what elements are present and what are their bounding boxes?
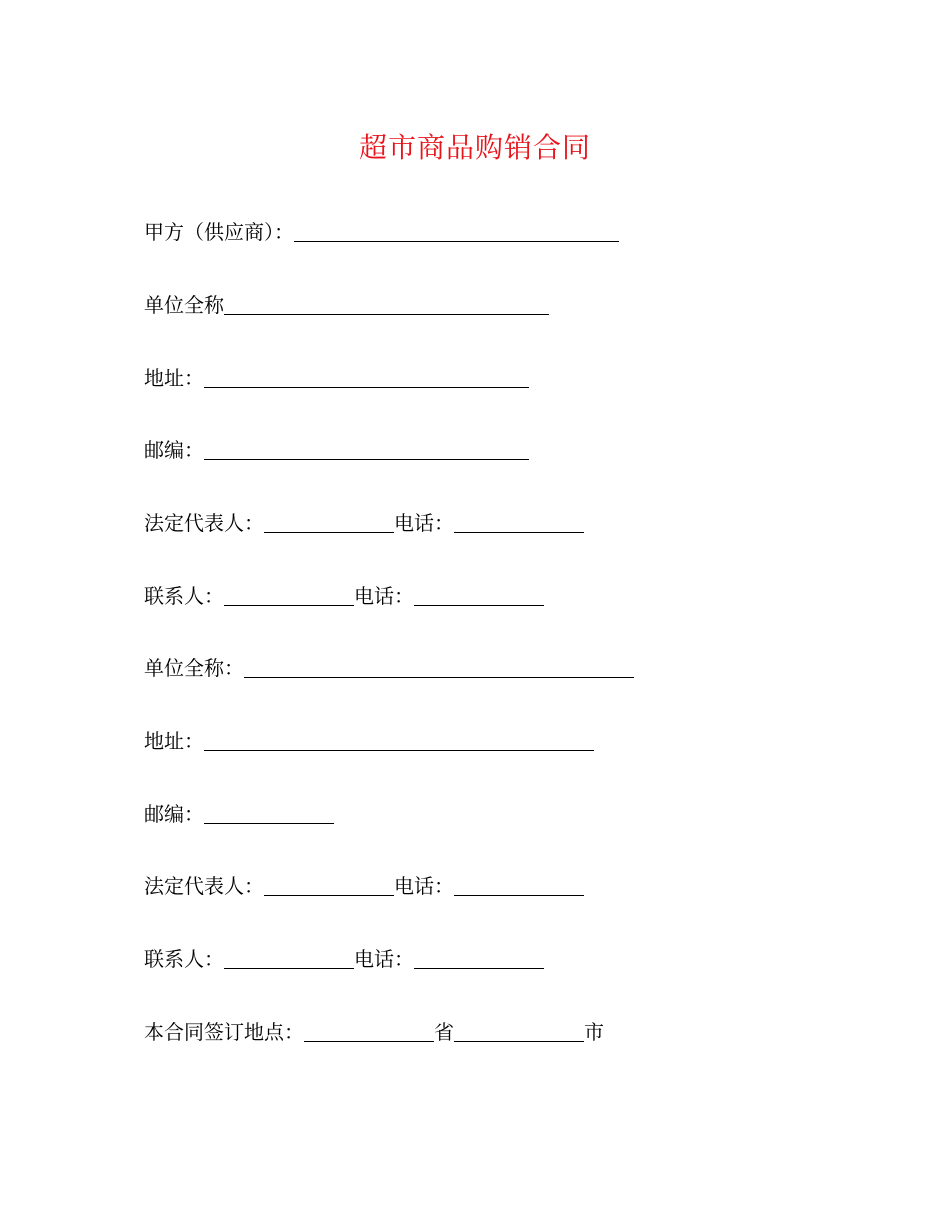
city-label: 市	[584, 1020, 604, 1044]
party-a-address-row	[144, 361, 529, 391]
postcode-label: 邮编：	[144, 802, 204, 826]
signing-place-row	[144, 1015, 604, 1045]
party-b-legal-rep-row	[144, 869, 584, 899]
party-a-label: 甲方（供应商）：	[144, 220, 294, 244]
unit-name-blank[interactable]	[244, 657, 634, 678]
party-b-address-row	[144, 724, 594, 754]
party-a-legal-rep-row	[144, 506, 584, 536]
address-blank[interactable]	[204, 730, 594, 751]
postcode-label: 邮编：	[144, 438, 204, 462]
party-b-postcode-row	[144, 797, 334, 827]
legal-rep-blank[interactable]	[264, 512, 394, 533]
party-a-unit-row	[144, 288, 549, 318]
party-b-unit-row	[144, 651, 634, 681]
phone-blank[interactable]	[414, 948, 544, 969]
contact-blank[interactable]	[224, 585, 354, 606]
province-blank[interactable]	[304, 1021, 434, 1042]
party-a-row	[144, 215, 619, 245]
contact-blank[interactable]	[224, 948, 354, 969]
postcode-blank[interactable]	[204, 439, 529, 460]
document-title: 超市商品购销合同	[358, 131, 591, 164]
address-label: 地址：	[144, 729, 204, 753]
contact-label: 联系人：	[144, 584, 224, 608]
city-blank[interactable]	[454, 1021, 584, 1042]
phone-label: 电话：	[354, 947, 414, 971]
phone-label: 电话：	[394, 511, 454, 535]
legal-rep-blank[interactable]	[264, 875, 394, 896]
phone-blank[interactable]	[454, 875, 584, 896]
phone-label: 电话：	[394, 874, 454, 898]
postcode-blank[interactable]	[204, 803, 334, 824]
address-blank[interactable]	[204, 367, 529, 388]
party-b-contact-row	[144, 942, 544, 972]
province-label: 省	[434, 1020, 454, 1044]
phone-label: 电话：	[354, 584, 414, 608]
party-a-postcode-row	[144, 433, 529, 463]
phone-blank[interactable]	[454, 512, 584, 533]
legal-rep-label: 法定代表人：	[144, 874, 264, 898]
party-a-contact-row	[144, 579, 544, 609]
contact-label: 联系人：	[144, 947, 224, 971]
unit-name-label: 单位全称	[144, 293, 224, 317]
address-label: 地址：	[144, 366, 204, 390]
signing-place-label: 本合同签订地点：	[144, 1020, 304, 1044]
unit-name-label: 单位全称：	[144, 656, 244, 680]
phone-blank[interactable]	[414, 585, 544, 606]
party-a-blank[interactable]	[294, 221, 619, 242]
unit-name-blank[interactable]	[224, 294, 549, 315]
legal-rep-label: 法定代表人：	[144, 511, 264, 535]
